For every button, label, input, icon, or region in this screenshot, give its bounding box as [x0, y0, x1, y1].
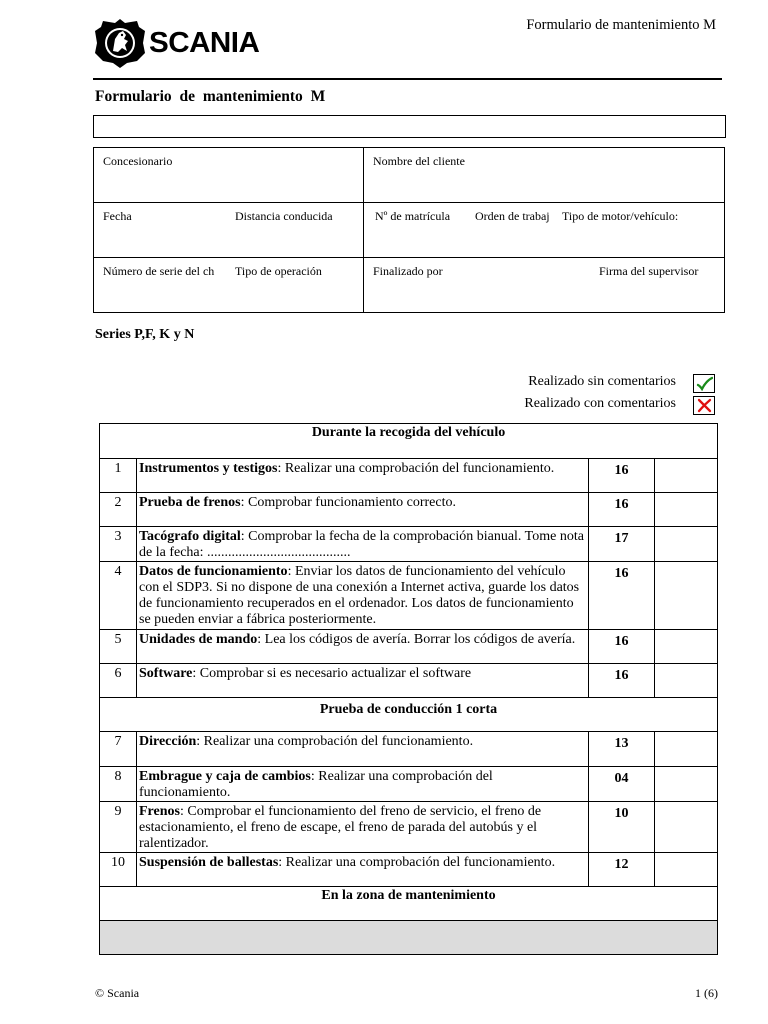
grid-divider [363, 148, 364, 312]
item-title: Embrague y caja de cambios [139, 769, 311, 784]
item-title: Instrumentos y testigos [139, 461, 278, 476]
field-distancia[interactable]: Distancia conducida [235, 209, 333, 223]
checklist-row [100, 767, 718, 802]
item-description [137, 732, 589, 767]
item-check-cell[interactable] [655, 459, 718, 493]
item-text: : Comprobar si es necesario actualizar el software [192, 666, 472, 681]
checklist-row [100, 853, 718, 887]
item-check-cell[interactable] [655, 493, 718, 527]
item-description [137, 630, 589, 664]
item-reference: 16 [589, 630, 655, 664]
field-fecha[interactable]: Fecha [103, 209, 132, 223]
section-header-recogida: Durante la recogida del vehículo [100, 424, 718, 459]
grid-divider [94, 257, 724, 258]
legend-ok-box [693, 374, 715, 393]
item-description [137, 562, 589, 630]
item-check-cell[interactable] [655, 630, 718, 664]
checklist-row [100, 664, 718, 698]
vehicle-info-grid [93, 147, 725, 313]
item-reference: 17 [589, 527, 655, 562]
footer-page-number: 1 (6) [695, 986, 718, 1000]
header-title: Formulario de mantenimiento M [526, 17, 716, 33]
form-title: Formulario de mantenimiento M [95, 88, 326, 105]
item-check-cell[interactable] [655, 732, 718, 767]
item-text: : Realizar una comprobación del funcionamiento. [277, 461, 555, 476]
item-reference: 16 [589, 664, 655, 698]
item-number: 2 [100, 493, 137, 527]
maintenance-checklist [99, 423, 718, 955]
item-description [137, 664, 589, 698]
item-check-cell[interactable] [655, 767, 718, 802]
legend-comment-box [693, 396, 715, 415]
item-text: : Lea los códigos de avería. Borrar los códigos de avería. [257, 632, 576, 647]
section-header-prueba: Prueba de conducción 1 corta [100, 698, 718, 732]
item-number: 4 [100, 562, 137, 630]
footer-copyright: © Scania [95, 986, 140, 1000]
legend-ok-label: Realizado sin comentarios [528, 374, 676, 389]
field-nombre-cliente[interactable]: Nombre del cliente [373, 154, 465, 168]
item-title: Frenos [139, 804, 180, 819]
checklist-row [100, 459, 718, 493]
item-description [137, 459, 589, 493]
item-title: Unidades de mando [139, 632, 258, 647]
checklist-row [100, 493, 718, 527]
item-check-cell[interactable] [655, 853, 718, 887]
brand-wordmark: SCANIA [149, 27, 260, 59]
item-text: : Realizar una comprobación del funcionamiento. [139, 769, 493, 800]
item-title: Datos de funcionamiento [139, 564, 288, 579]
scania-logo [93, 17, 283, 69]
item-description [137, 493, 589, 527]
item-number: 5 [100, 630, 137, 664]
item-title: Software [139, 666, 193, 681]
item-text: : Comprobar la fecha de la comprobación bianual. Tome nota de la fecha: ......................................... [139, 529, 584, 560]
item-description [137, 853, 589, 887]
item-number: 10 [100, 853, 137, 887]
item-reference: 10 [589, 802, 655, 853]
item-text: : Comprobar funcionamiento correcto. [240, 495, 456, 510]
scania-griffin-icon [93, 17, 147, 69]
series-label: Series P,F, K y N [95, 327, 195, 342]
item-text: : Realizar una comprobación del funcionamiento. [196, 734, 474, 749]
item-reference: 12 [589, 853, 655, 887]
item-check-cell[interactable] [655, 562, 718, 630]
item-title: Prueba de frenos [139, 495, 241, 510]
item-reference: 04 [589, 767, 655, 802]
item-check-cell[interactable] [655, 664, 718, 698]
item-reference: 16 [589, 493, 655, 527]
item-reference: 16 [589, 459, 655, 493]
checklist-row [100, 732, 718, 767]
field-orden-trabajo[interactable]: Orden de trabaj [475, 209, 550, 223]
item-description [137, 527, 589, 562]
item-check-cell[interactable] [655, 802, 718, 853]
item-text: : Realizar una comprobación del funcionamiento. [278, 855, 556, 870]
item-number: 3 [100, 527, 137, 562]
checklist-row [100, 802, 718, 853]
checklist-row [100, 527, 718, 562]
item-number: 6 [100, 664, 137, 698]
section-header-zona: En la zona de mantenimiento [100, 887, 718, 921]
item-title: Dirección [139, 734, 197, 749]
grid-divider [94, 202, 724, 203]
item-title: Suspensión de ballestas [139, 855, 279, 870]
item-text: : Comprobar el funcionamiento del freno de servicio, el freno de estacionamiento, el freno de escape, el freno de parada del autobús y el ralentizador. [139, 804, 542, 851]
header-divider [93, 78, 722, 80]
item-text: : Enviar los datos de funcionamiento del vehículo con el SDP3. Si no dispone de una conexión a Internet activa, guarde los datos de funcionamiento recuperados en el ordenador. Los datos de funcionamiento se pueden enviar a fábrica posteriormente. [139, 564, 580, 627]
checklist-row [100, 630, 718, 664]
checklist-row [100, 562, 718, 630]
field-firma-supervisor[interactable]: Firma del supervisor [599, 264, 699, 278]
cross-icon [696, 398, 713, 413]
field-tipo-operacion[interactable]: Tipo de operación [235, 264, 322, 278]
item-reference: 13 [589, 732, 655, 767]
item-description [137, 802, 589, 853]
grey-band-row [100, 921, 718, 955]
item-number: 8 [100, 767, 137, 802]
item-description [137, 767, 589, 802]
item-number: 1 [100, 459, 137, 493]
field-concesionario[interactable]: Concesionario [103, 154, 173, 168]
item-title: Tacógrafo digital [139, 529, 241, 544]
field-numero-serie[interactable]: Número de serie del ch [103, 264, 215, 278]
item-reference: 16 [589, 562, 655, 630]
item-number: 9 [100, 802, 137, 853]
form-blank-field[interactable] [93, 115, 726, 138]
field-finalizado-por[interactable]: Finalizado por [373, 264, 443, 278]
item-check-cell[interactable] [655, 527, 718, 562]
field-tipo-motor[interactable]: Tipo de motor/vehículo: [562, 209, 679, 223]
field-matricula[interactable]: Nº de matrícula [375, 209, 451, 223]
check-icon [696, 376, 713, 391]
legend-comment-label: Realizado con comentarios [524, 396, 676, 411]
item-number: 7 [100, 732, 137, 767]
